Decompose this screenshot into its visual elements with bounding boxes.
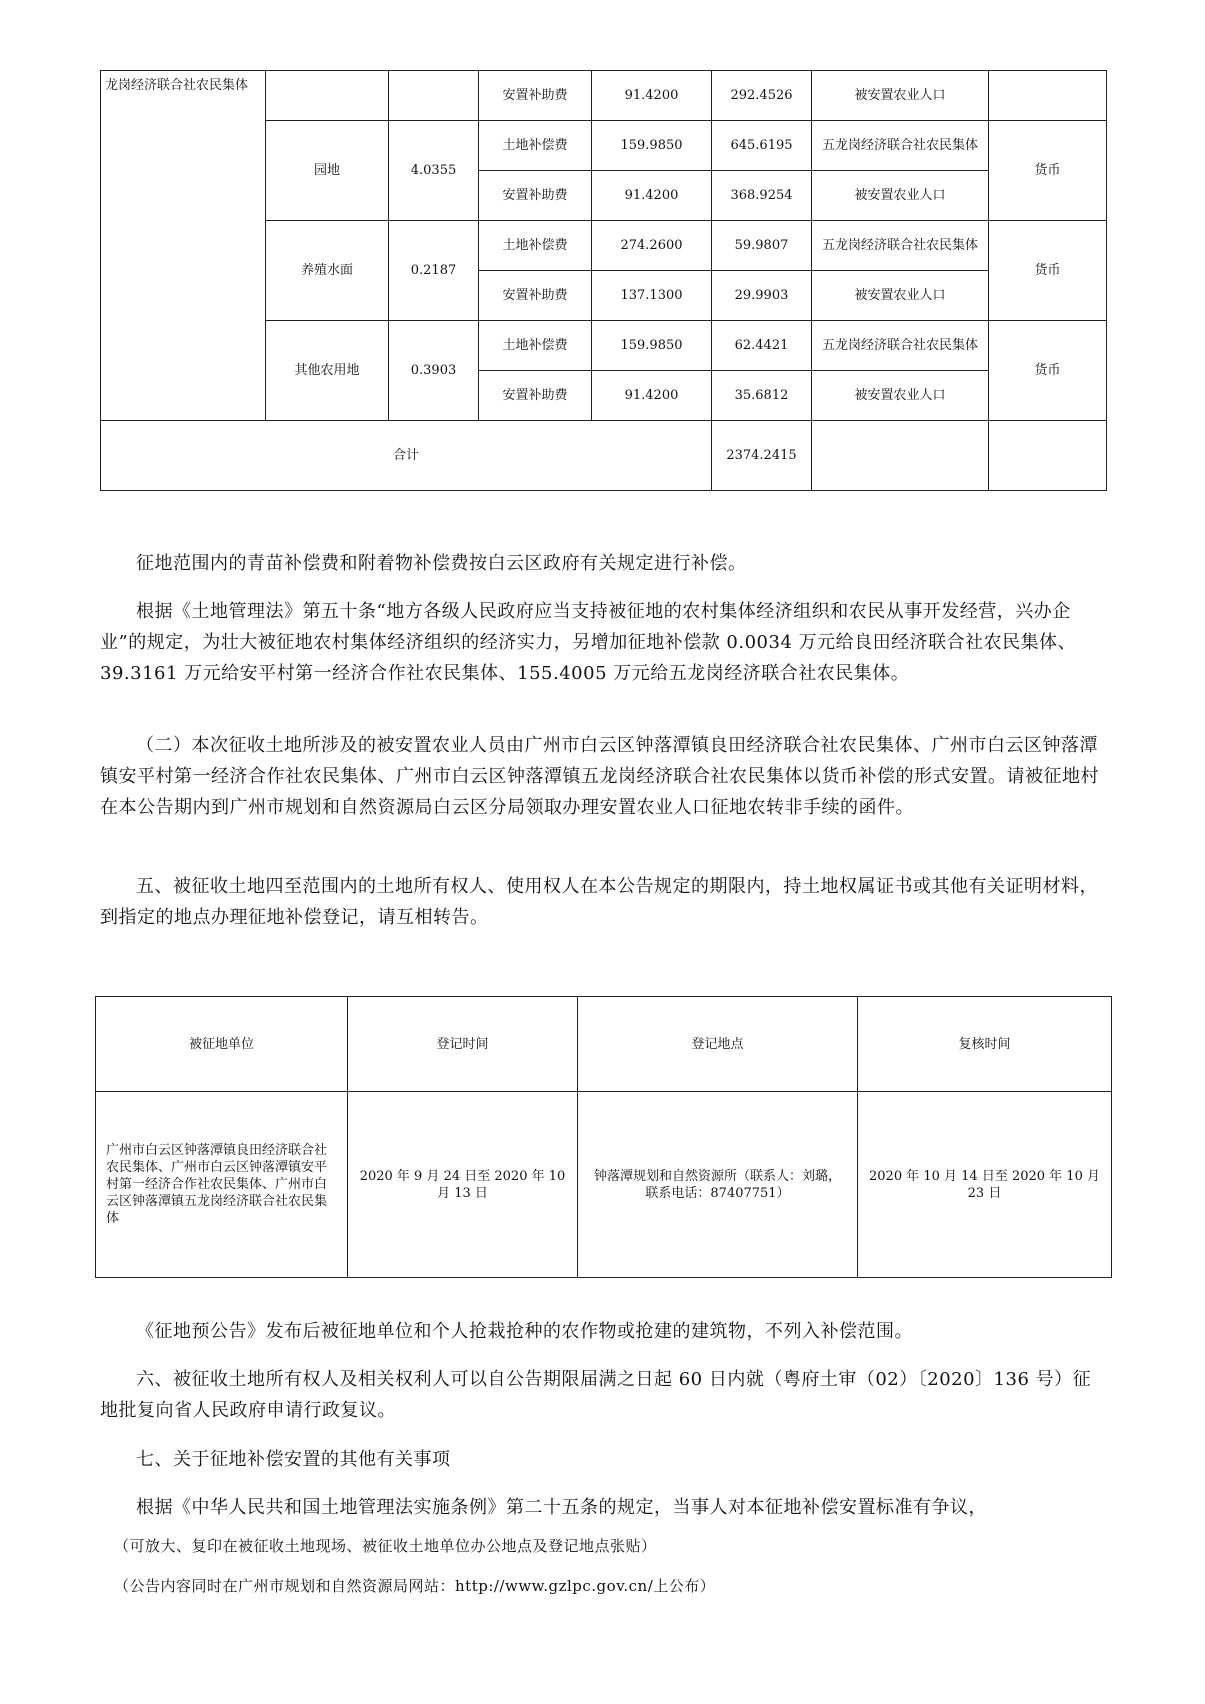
amount-cell: 29.9903 <box>712 271 812 321</box>
item-cell: 土地补偿费 <box>479 121 592 171</box>
item-cell: 安置补助费 <box>479 271 592 321</box>
total-value: 2374.2415 <box>712 421 812 491</box>
area-cell: 4.0355 <box>389 121 479 221</box>
area-cell: 0.3903 <box>389 321 479 421</box>
recipient-cell: 被安置农业人口 <box>812 371 989 421</box>
standard-cell: 91.4200 <box>592 371 712 421</box>
paragraph-extra-compensation: 根据《土地管理法》第五十条“地方各级人民政府应当支持被征地的农村集体经济组织和农民从事开发经营，兴办企业”的规定，为壮大被征地农村集体经济组织的经济实力，另增加征地补偿款 0.0034 万元给良田经济联合社农民集体、39.3161 万元给安平村第一经济合作社农民集体、155.4005 万元给五龙岗经济联合社农民集体。 <box>100 601 1077 684</box>
header-reg-place: 登记地点 <box>578 997 858 1092</box>
area-cell: 0.2187 <box>389 221 479 321</box>
item-cell: 安置补助费 <box>479 71 592 121</box>
table-header-row <box>96 997 1112 1092</box>
reg-time-cell: 2020 年 9 月 24 日至 2020 年 10 月 13 日 <box>348 1092 578 1278</box>
recipient-cell: 被安置农业人口 <box>812 71 989 121</box>
amount-cell: 292.4526 <box>712 71 812 121</box>
standard-cell: 159.9850 <box>592 321 712 371</box>
item-cell: 安置补助费 <box>479 371 592 421</box>
unit-cell: 广州市白云区钟落潭镇良田经济联合社农民集体、广州市白云区钟落潭镇安平村第一经济合作社农民集体、广州市白云区钟落潭镇五龙岗经济联合社农民集体 <box>96 1092 348 1278</box>
amount-cell: 59.9807 <box>712 221 812 271</box>
amount-cell: 645.6195 <box>712 121 812 171</box>
method-cell: 货币 <box>989 321 1107 421</box>
method-cell: 货币 <box>989 221 1107 321</box>
paragraph-registration: 五、被征收土地四至范围内的土地所有权人、使用权人在本公告规定的期限内，持土地权属证书或其他有关证明材料，到指定的地点办理征地补偿登记，请互相转告。 <box>100 876 1098 928</box>
header-review-time: 复核时间 <box>858 997 1112 1092</box>
header-reg-time: 登记时间 <box>348 997 578 1092</box>
table-row <box>101 71 1107 121</box>
paragraph-review-rights: 六、被征收土地所有权人及相关权利人可以自公告期限届满之日起 60 日内就（粤府土审（02）〔2020〕136 号）征地批复向省人民政府申请行政复议。 <box>100 1369 1092 1421</box>
compensation-table <box>100 70 1107 491</box>
paragraph-pre-announcement: 《征地预公告》发布后被征地单位和个人抢栽抢种的农作物或抢建的建筑物，不列入补偿范围。 <box>136 1321 913 1342</box>
item-cell: 安置补助费 <box>479 171 592 221</box>
land-type-cell: 养殖水面 <box>266 221 389 321</box>
note-website: （公告内容同时在广州市规划和自然资源局网站：http://www.gzlpc.gov.cn/上公布） <box>114 1577 716 1595</box>
standard-cell: 137.1300 <box>592 271 712 321</box>
reg-place-cell: 钟落潭规划和自然资源所（联系人：刘璐，联系电话：87407751） <box>578 1092 858 1278</box>
standard-cell: 91.4200 <box>592 171 712 221</box>
recipient-cell: 五龙岗经济联合社农民集体 <box>812 121 989 171</box>
paragraph-regulation: 根据《中华人民共和国土地管理法实施条例》第二十五条的规定，当事人对本征地补偿安置标准有争议， <box>136 1497 987 1518</box>
review-time-cell: 2020 年 10 月 14 日至 2020 年 10 月 23 日 <box>858 1092 1112 1278</box>
standard-cell: 91.4200 <box>592 71 712 121</box>
registration-table <box>95 996 1112 1278</box>
table-row <box>96 1092 1112 1278</box>
amount-cell: 368.9254 <box>712 171 812 221</box>
recipient-cell: 五龙岗经济联合社农民集体 <box>812 221 989 271</box>
total-label: 合计 <box>101 421 712 491</box>
item-cell: 土地补偿费 <box>479 321 592 371</box>
item-cell: 土地补偿费 <box>479 221 592 271</box>
note-posting: （可放大、复印在被征收土地现场、被征收土地单位办公地点及登记地点张贴） <box>114 1537 657 1555</box>
unit-cell: 龙岗经济联合社农民集体 <box>101 71 266 421</box>
paragraph-seedling-compensation: 征地范围内的青苗补偿费和附着物补偿费按白云区政府有关规定进行补偿。 <box>136 553 747 574</box>
section-heading-other-matters: 七、关于征地补偿安置的其他有关事项 <box>136 1449 451 1470</box>
amount-cell: 35.6812 <box>712 371 812 421</box>
header-unit: 被征地单位 <box>96 997 348 1092</box>
recipient-cell: 被安置农业人口 <box>812 271 989 321</box>
land-type-cell: 其他农用地 <box>266 321 389 421</box>
standard-cell: 159.9850 <box>592 121 712 171</box>
standard-cell: 274.2600 <box>592 221 712 271</box>
method-cell: 货币 <box>989 121 1107 221</box>
recipient-cell: 五龙岗经济联合社农民集体 <box>812 321 989 371</box>
total-row <box>101 421 1107 491</box>
land-type-cell: 园地 <box>266 121 389 221</box>
amount-cell: 62.4421 <box>712 321 812 371</box>
recipient-cell: 被安置农业人口 <box>812 171 989 221</box>
paragraph-resettlement: （二）本次征收土地所涉及的被安置农业人员由广州市白云区钟落潭镇良田经济联合社农民集体、广州市白云区钟落潭镇安平村第一经济合作社农民集体、广州市白云区钟落潭镇五龙岗经济联合社农民集体以货币补偿的形式安置。请被征地村在本公告期内到广州市规划和自然资源局白云区分局领取办理安置农业人口征地农转非手续的函件。 <box>100 735 1099 818</box>
